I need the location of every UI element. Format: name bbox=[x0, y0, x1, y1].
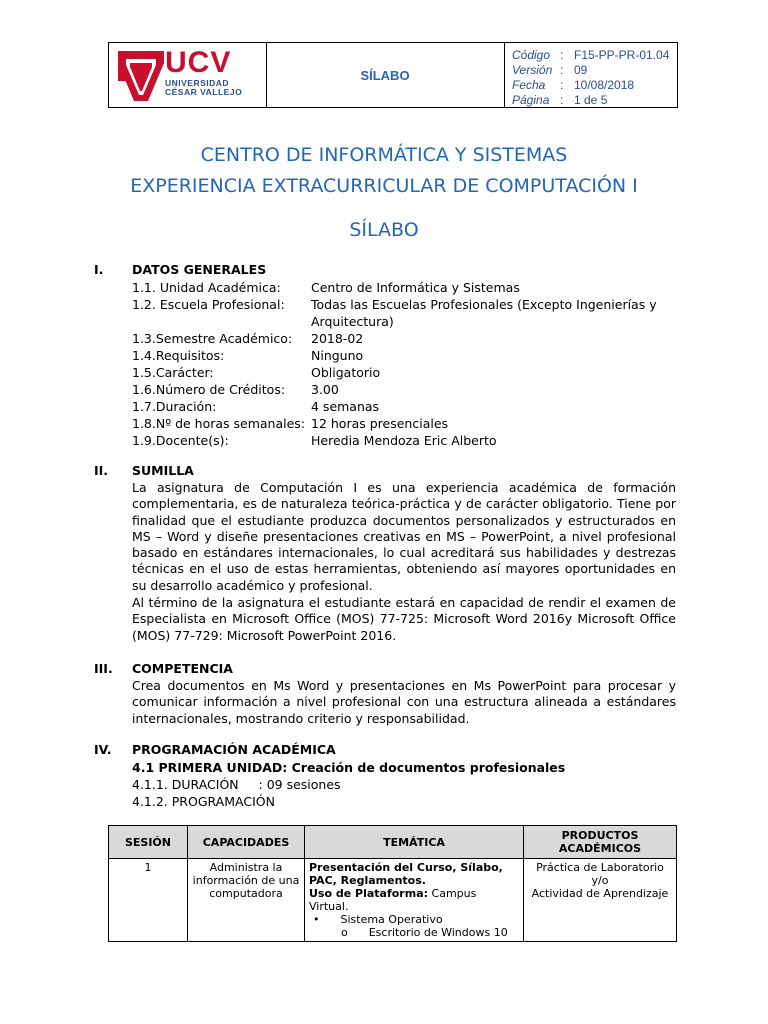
table-header-row bbox=[109, 826, 677, 859]
logo-line1: UNIVERSIDAD bbox=[165, 78, 230, 88]
tematica-bullet-1: • Sistema Operativo bbox=[313, 913, 443, 926]
tematica-bullet-2: o Escritorio de Windows 10 bbox=[341, 926, 508, 939]
cell-tematica bbox=[305, 859, 524, 942]
doc-metadata bbox=[504, 43, 677, 107]
cell-sesion: 1 bbox=[109, 859, 188, 942]
section-3-title: COMPETENCIA bbox=[132, 661, 233, 676]
header-productos: PRODUCTOS ACADÉMICOS bbox=[524, 826, 677, 859]
cell-productos: Práctica de Laboratorio y/o Actividad de Aprendizaje bbox=[524, 859, 677, 942]
programacion-table bbox=[108, 825, 677, 942]
header-sesion: SESIÓN bbox=[109, 826, 188, 859]
competencia-paragraph: Crea documentos en Ms Word y presentaciones en Ms PowerPoint para procesar y comunicar información a nivel profesional con una estructura alineada a estándares internacionales, mostrando criterio y responsabilidad. bbox=[132, 678, 676, 726]
sumilla-paragraph-1: La asignatura de Computación I es una experiencia académica de formación complementaria, es de naturaleza teórica-práctica y de carácter obligatorio. Tiene por finalidad que el estudiante produzca documentos personalizados y estructurados en MS – Word y diseñe presentaciones creativas en MS – PowerPoint, a nivel profesional basado en estándares internacionales, lo cual acreditará sus habilidades y destrezas técnicas en el uso de estas herramientas, obteniendo así mayores oportunidades en su desarrollo académico y profesional. bbox=[132, 480, 676, 593]
unit-programacion-label: 4.1.2. PROGRAMACIÓN bbox=[132, 794, 275, 809]
sub-bullet-icon: o bbox=[341, 926, 348, 939]
table-row bbox=[109, 859, 677, 942]
title-experiencia: EXPERIENCIA EXTRACURRICULAR DE COMPUTACIÓN I bbox=[130, 175, 638, 197]
unit-duration: 4.1.1. DURACIÓN : 09 sesiones bbox=[132, 777, 341, 792]
meta-row-fecha: Fecha : 10/08/2018 bbox=[512, 78, 635, 92]
document-header bbox=[108, 42, 678, 108]
header-capacidades: CAPACIDADES bbox=[188, 826, 305, 859]
tematica-line-1: Presentación del Curso, Sílabo, PAC, Reglamentos. bbox=[309, 861, 503, 887]
logo-ucv-text: UCV bbox=[165, 46, 232, 79]
sumilla-paragraph-2: Al término de la asignatura el estudiante estará en capacidad de rendir el examen de Especialista en Microsoft Office (MOS) 77-725: Microsoft Word 2016y Microsoft Office (MOS) 77-729: Microsoft PowerPoint 2016. bbox=[132, 595, 676, 643]
logo-line2: CÉSAR VALLEJO bbox=[165, 87, 243, 97]
meta-row-codigo: Código : F15-PP-PR-01.04 bbox=[512, 48, 670, 62]
section-2-title: SUMILLA bbox=[132, 463, 194, 478]
section-4-number: IV. bbox=[94, 742, 112, 757]
tematica-line-2: Uso de Plataforma: Campus Virtual. bbox=[309, 887, 477, 913]
meta-row-version: Versión : 09 bbox=[512, 63, 588, 77]
section-1-title: DATOS GENERALES bbox=[132, 262, 267, 277]
unit-title: 4.1 PRIMERA UNIDAD: Creación de documentos profesionales bbox=[132, 760, 566, 775]
ucv-logo-icon bbox=[118, 51, 164, 101]
bullet-icon: • bbox=[313, 913, 320, 926]
meta-row-pagina: Página : 1 de 5 bbox=[512, 93, 608, 107]
logo-wordmark bbox=[165, 47, 242, 97]
title-centro: CENTRO DE INFORMÁTICA Y SISTEMAS bbox=[200, 144, 568, 166]
section-4-title: PROGRAMACIÓN ACADÉMICA bbox=[132, 742, 336, 757]
section-1-number: I. bbox=[94, 262, 104, 277]
header-tematica: TEMÁTICA bbox=[305, 826, 524, 859]
section-3-number: III. bbox=[94, 661, 113, 676]
section-2-number: II. bbox=[94, 463, 109, 478]
doc-type: SÍLABO bbox=[266, 43, 505, 107]
cell-capacidades: Administra la información de una computadora bbox=[188, 859, 305, 942]
logo-cell bbox=[109, 43, 267, 107]
title-silabo: SÍLABO bbox=[349, 219, 419, 241]
